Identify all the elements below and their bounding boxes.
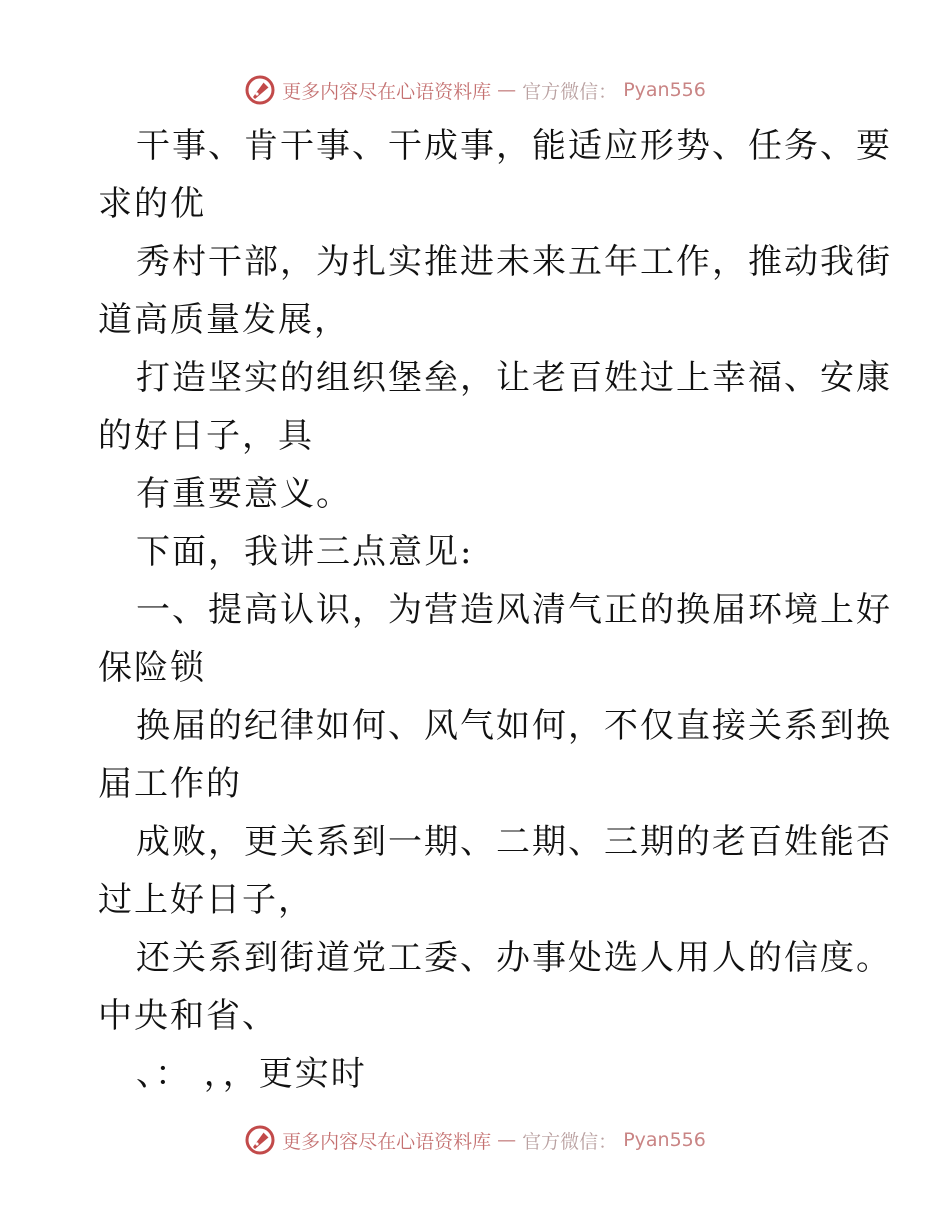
text-line: 下面，我讲三点意见: — [136, 532, 474, 572]
watermark-dash: — — [497, 1129, 517, 1151]
text-line: 一、提高认识，为营造风清气正的换届环境上好 — [136, 590, 892, 630]
text-line: 求的优 — [98, 184, 206, 224]
text-line: 保险锁 — [98, 648, 206, 688]
text-line: 道高质量发展， — [98, 300, 350, 340]
watermark-dash: — — [497, 79, 517, 101]
text-line: 成败，更关系到一期、二期、三期的老百姓能否 — [136, 822, 892, 862]
footer-watermark — [0, 1120, 950, 1160]
text-line: 的好日子，具 — [98, 416, 314, 456]
text-line: 中央和省、 — [98, 996, 278, 1036]
watermark-wechat-id: Pyan556 — [623, 79, 706, 101]
text-line: 打造坚实的组织堡垒，让老百姓过上幸福、安康 — [136, 358, 892, 398]
watermark-brand: 更多内容尽在心语资料库 — [282, 80, 492, 103]
text-line: 换届的纪律如何、风气如何，不仅直接关系到换 — [136, 706, 892, 746]
text-line: 秀村干部，为扎实推进未来五年工作，推动我街 — [136, 242, 892, 282]
watermark-official-label: 官方微信： — [522, 1130, 618, 1153]
text-line: 过上好日子， — [98, 880, 314, 920]
text-line: 有重要意义。 — [136, 474, 352, 514]
pen-nib-badge-icon — [244, 1124, 276, 1156]
text-line: 还关系到街道党工委、办事处选人用人的信度。 — [136, 938, 892, 978]
text-line: 、： ，，更实时 — [136, 1054, 367, 1094]
text-line: 届工作的 — [98, 764, 242, 804]
text-line: 干事、肯干事、干成事，能适应形势、任务、要 — [136, 126, 892, 166]
watermark-brand: 更多内容尽在心语资料库 — [282, 1130, 492, 1153]
watermark-official-label: 官方微信： — [522, 80, 618, 103]
watermark-wechat-id: Pyan556 — [623, 1129, 706, 1151]
